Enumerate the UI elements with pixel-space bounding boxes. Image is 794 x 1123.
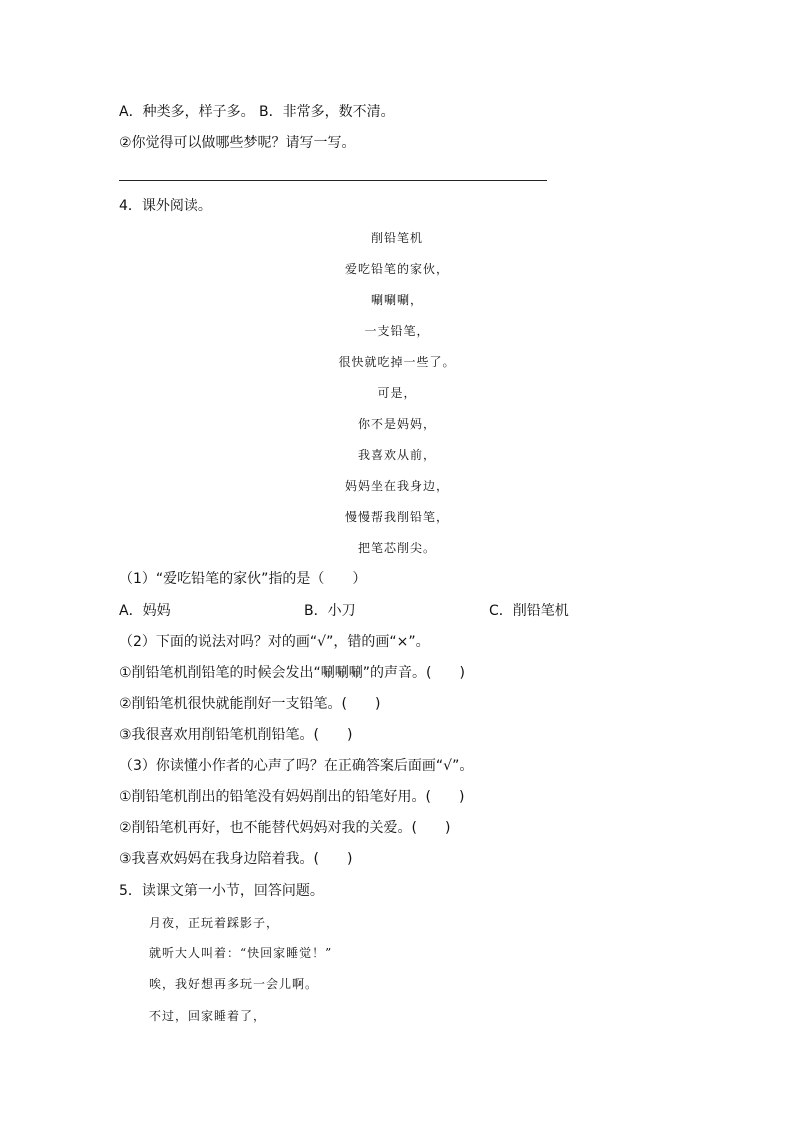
q4-sub2-item: ②削铅笔机很快就能削好一支铅笔。( ) <box>119 696 381 712</box>
poem-line: 很快就吃掉一些了。 <box>338 355 456 369</box>
q4-sub1-option-c: C．削铅笔机 <box>489 603 569 619</box>
poem-line: 把笔芯削尖。 <box>357 541 436 555</box>
q3-options: A．种类多，样子多。 B．非常多，数不清。 <box>119 104 395 120</box>
q4-sub2-item: ①削铅笔机削铅笔的时候会发出“唰唰唰”的声音。( ) <box>119 665 465 681</box>
poem-line: 爱吃铅笔的家伙， <box>344 262 449 276</box>
poem-line: 你不是妈妈， <box>357 417 436 431</box>
q5-text-line: 就听大人叫着：“快回家睡觉！” <box>149 946 333 960</box>
q5-text-line: 唉，我好想再多玩一会儿啊。 <box>149 977 319 991</box>
q4-sub3-question: （3）你读懂小作者的心声了吗？在正确答案后面画“√”。 <box>119 758 474 774</box>
q5-text-line: 不过，回家睡着了， <box>149 1009 267 1023</box>
q4-sub1-option-a: A．妈妈 <box>119 603 171 619</box>
poem-line: 我喜欢从前， <box>357 448 436 462</box>
q4-sub2-item: ③我很喜欢用削铅笔机削铅笔。( ) <box>119 727 353 743</box>
q4-sub1-question: （1）“爱吃铅笔的家伙”指的是（ ） <box>119 571 367 587</box>
q5-text-line: 月夜，正玩着踩影子， <box>149 916 280 930</box>
poem-line: 一支铅笔， <box>364 324 430 338</box>
q5-heading: 5．读课文第一小节，回答问题。 <box>119 883 324 899</box>
answer-line <box>119 180 547 181</box>
q4-heading: 4．课外阅读。 <box>119 198 212 214</box>
q4-sub3-item: ③我喜欢妈妈在我身边陪着我。( ) <box>119 851 353 867</box>
poem-title: 削铅笔机 <box>370 231 423 245</box>
poem-line: 唰唰唰， <box>370 293 423 307</box>
q4-sub1-option-b: B．小刀 <box>304 603 356 619</box>
q4-sub3-item: ①削铅笔机削出的铅笔没有妈妈削出的铅笔好用。( ) <box>119 789 465 805</box>
q4-sub2-question: （2）下面的说法对吗？对的画“√”，错的画“×”。 <box>119 634 430 650</box>
poem-line: 妈妈坐在我身边， <box>344 479 449 493</box>
q3-sub2-question: ②你觉得可以做哪些梦呢？请写一写。 <box>119 135 356 151</box>
poem-line: 可是， <box>377 386 417 400</box>
poem-line: 慢慢帮我削铅笔， <box>344 510 449 524</box>
q4-sub3-item: ②削铅笔机再好，也不能替代妈妈对我的关爱。( ) <box>119 820 451 836</box>
